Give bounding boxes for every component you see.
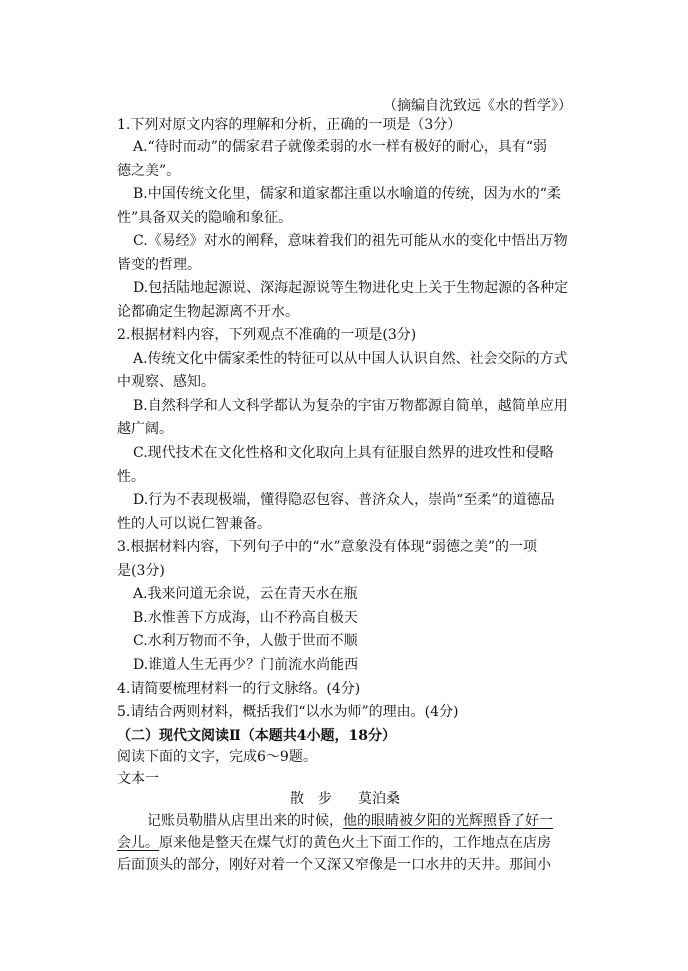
question-1-option-b-cont: 性”具备双关的隐喻和象征。: [117, 210, 293, 226]
question-3-option-a: A.我来问道无余说，云在青天水在瓶: [133, 586, 358, 602]
article-text: 记账员勒腊从店里出来的时候，: [147, 813, 343, 829]
question-3-option-d: D.谁道人生无再少？门前流水尚能西: [133, 657, 359, 673]
article-paragraph-line-1: [147, 811, 553, 833]
underlined-text: 会儿。: [117, 835, 159, 851]
question-2-option-d: D.行为不表现极端，懂得隐忍包容、普济众人，崇尚“至柔”的道德品: [133, 492, 555, 508]
section-heading: （二）现代文阅读Ⅱ（本题共4小题，18分）: [117, 728, 397, 744]
question-1-option-a-cont: 德之美”。: [117, 163, 181, 179]
text-label: 文本一: [117, 771, 159, 787]
question-2-option-d-cont: 性的人可以说仁智兼备。: [117, 516, 271, 532]
question-2-option-a: A.传统文化中儒家柔性的特征可以从中国人认识自然、社会交际的方式: [133, 351, 568, 367]
question-3-stem-cont: 是(3分): [117, 563, 165, 579]
question-1-option-c-cont: 皆变的哲理。: [117, 257, 201, 273]
article-author: 莫泊桑: [358, 791, 400, 807]
source-citation: （摘编自沈致远《水的哲学》）: [383, 98, 572, 114]
article-title: 散 步: [290, 791, 332, 807]
article-paragraph-line-2: [117, 833, 551, 855]
question-3-option-b: B.水惟善下方成海，山不矜高自极天: [133, 610, 358, 626]
reading-instruction: 阅读下面的文字，完成6～9题。: [117, 749, 317, 765]
question-2-option-c-cont: 性。: [117, 469, 145, 485]
question-1-option-d: D.包括陆地起源说、深海起源说等生物进化史上关于生物起源的各种定: [133, 280, 569, 296]
question-1-stem: 1.下列对原文内容的理解和分析，正确的一项是（3分）: [117, 117, 462, 133]
question-5: 5.请结合两则材料，概括我们“以水为师”的理由。(4分): [117, 704, 459, 720]
question-4: 4.请简要梳理材料一的行文脉络。(4分): [117, 681, 361, 697]
question-2-option-b-cont: 越广阔。: [117, 421, 173, 437]
article-text: 原来他是整天在煤气灯的黄色火土下面工作的，工作地点在店房: [159, 835, 551, 851]
question-1-option-c: C.《易经》对水的阐释，意味着我们的祖先可能从水的变化中悟出万物: [133, 233, 568, 249]
question-1-option-d-cont: 论都确定生物起源离不开水。: [117, 304, 299, 320]
article-paragraph-line-3: 后面顶头的部分，刚好对着一个又深又窄像是一口水井的天井。那间小: [117, 857, 551, 873]
underlined-text: 他的眼睛被夕阳的光辉照昏了好一: [343, 813, 553, 829]
question-1-option-a: A.“待时而动”的儒家君子就像柔弱的水一样有极好的耐心，具有“弱: [133, 139, 548, 155]
question-3-option-c: C.水利万物而不争，人傲于世而不顺: [133, 633, 358, 649]
question-2-option-b: B.自然科学和人文科学都认为复杂的宇宙万物都源自简单，越简单应用: [133, 398, 568, 414]
question-2-option-a-cont: 中观察、感知。: [117, 374, 215, 390]
question-3-stem: 3.根据材料内容，下列句子中的“水”意象没有体现“弱德之美”的一项: [117, 539, 537, 555]
question-2-option-c: C.现代技术在文化性格和文化取向上具有征服自然界的进攻性和侵略: [133, 445, 554, 461]
question-1-option-b: B.中国传统文化里，儒家和道家都注重以水喻道的传统，因为水的“柔: [133, 186, 561, 202]
question-2-stem: 2.根据材料内容，下列观点不准确的一项是(3分): [117, 327, 417, 343]
